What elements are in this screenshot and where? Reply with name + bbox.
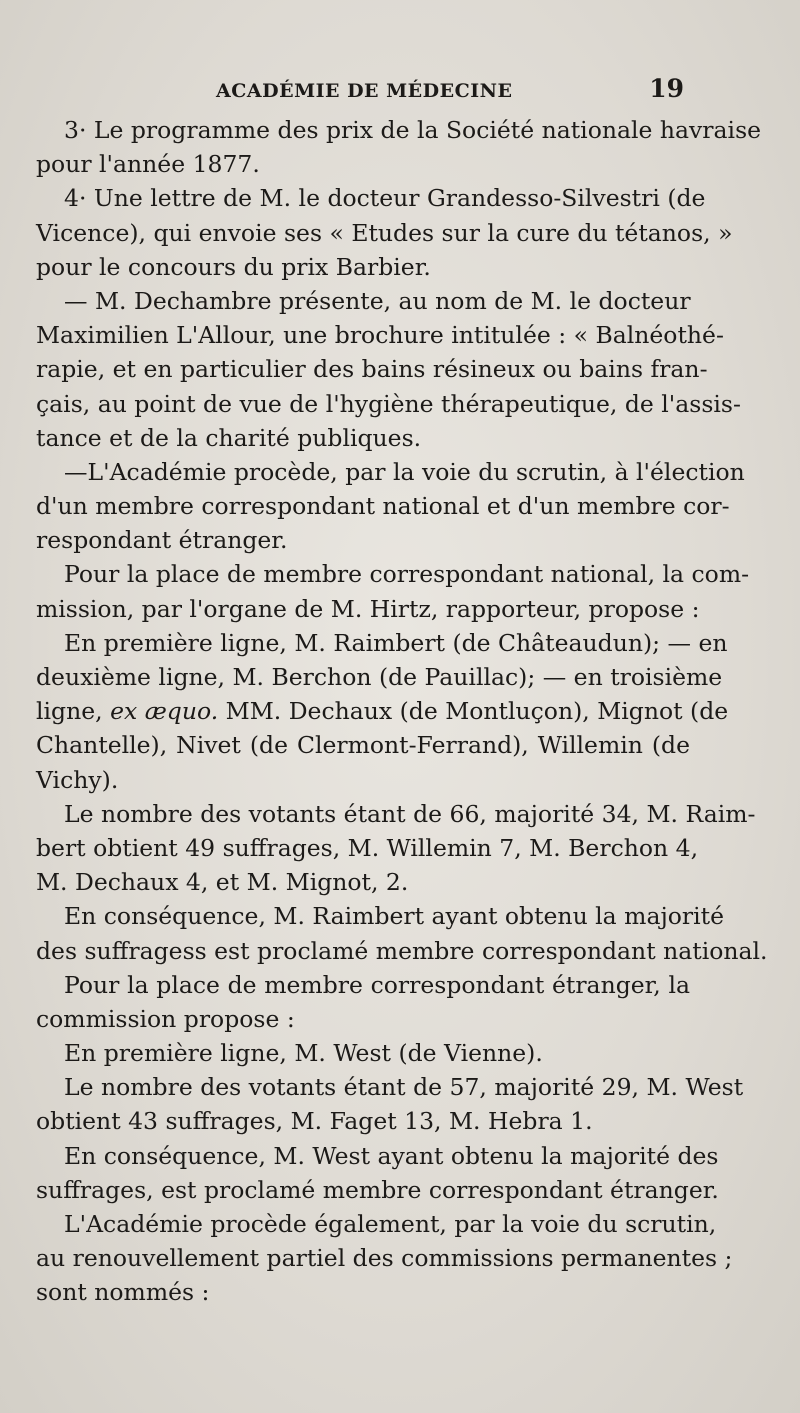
text-line: respondant étranger. bbox=[36, 526, 288, 555]
text-segment: MM. Dechaux (de Montluçon), Mignot (de bbox=[218, 697, 729, 726]
text-line: obtient 43 suffrages, M. Faget 13, M. Hebra 1. bbox=[36, 1107, 593, 1136]
text-line: Pour la place de membre correspondant étranger, la bbox=[64, 970, 690, 999]
text-segment: ligne, bbox=[36, 697, 111, 726]
text-line: çais, au point de vue de l'hygiène thérapeutique, de l'assis- bbox=[36, 389, 741, 418]
text-line: d'un membre correspondant national et d'un membre cor- bbox=[36, 492, 730, 521]
text-line: deuxième ligne, M. Berchon (de Pauillac); — en troisième bbox=[36, 663, 723, 691]
text-line: pour l'année 1877. bbox=[36, 150, 260, 179]
text-line: sont nommés : bbox=[36, 1278, 210, 1307]
body-text bbox=[36, 113, 768, 1310]
text-line: 3· Le programme des prix de la Société nationale havraise bbox=[64, 116, 762, 144]
text-line: des suffragess est proclamé membre correspondant national. bbox=[36, 936, 768, 965]
text-line: Vicence), qui envoie ses « Etudes sur la cure du tétanos, » bbox=[36, 218, 733, 247]
text-line: M. Dechaux 4, et M. Mignot, 2. bbox=[36, 868, 409, 897]
page-number: 19 bbox=[649, 74, 684, 103]
text-line: pour le concours du prix Barbier. bbox=[36, 252, 431, 281]
text-line: tance et de la charité publiques. bbox=[36, 423, 422, 452]
text-line: mission, par l'organe de M. Hirtz, rapporteur, propose : bbox=[36, 594, 700, 623]
text-line: Le nombre des votants étant de 57, majorité 29, M. West bbox=[64, 1073, 744, 1102]
text-line: En conséquence, M. West ayant obtenu la majorité des bbox=[64, 1141, 719, 1170]
text-line bbox=[36, 694, 729, 728]
text-line: bert obtient 49 suffrages, M. Willemin 7, M. Berchon 4, bbox=[36, 833, 699, 862]
text-line: En première ligne, M. Raimbert (de Châteaudun); — en bbox=[64, 628, 728, 657]
text-line: 4· Une lettre de M. le docteur Grandesso-Silvestri (de bbox=[64, 184, 706, 213]
text-line: suffrages, est proclamé membre correspondant étranger. bbox=[36, 1175, 719, 1204]
text-line: En conséquence, M. Raimbert ayant obtenu la majorité bbox=[64, 902, 724, 931]
text-line: commission propose : bbox=[36, 1004, 295, 1033]
text-line: En première ligne, M. West (de Vienne). bbox=[64, 1039, 543, 1068]
text-line: Pour la place de membre correspondant national, la com- bbox=[64, 560, 750, 589]
text-line: Vichy). bbox=[36, 765, 119, 794]
page-header bbox=[36, 74, 690, 104]
text-line: au renouvellement partiel des commissions permanentes ; bbox=[36, 1244, 733, 1273]
text-line: Chantelle), Nivet (de Clermont-Ferrand), Willemin (de bbox=[36, 731, 690, 760]
running-head: ACADÉMIE DE MÉDECINE bbox=[216, 80, 513, 102]
italic-text-segment: ex æquo. bbox=[110, 697, 219, 726]
text-line: — M. Dechambre présente, au nom de M. le docteur bbox=[64, 286, 691, 315]
text-line: Maximilien L'Allour, une brochure intitulée : « Balnéothé- bbox=[36, 321, 724, 350]
text-line: Le nombre des votants étant de 66, majorité 34, M. Raim- bbox=[64, 799, 756, 828]
text-line: —L'Académie procède, par la voie du scrutin, à l'élection bbox=[64, 457, 745, 486]
text-line: L'Académie procède également, par la voie du scrutin, bbox=[64, 1210, 717, 1238]
text-line: rapie, et en particulier des bains résineux ou bains fran- bbox=[36, 355, 708, 384]
